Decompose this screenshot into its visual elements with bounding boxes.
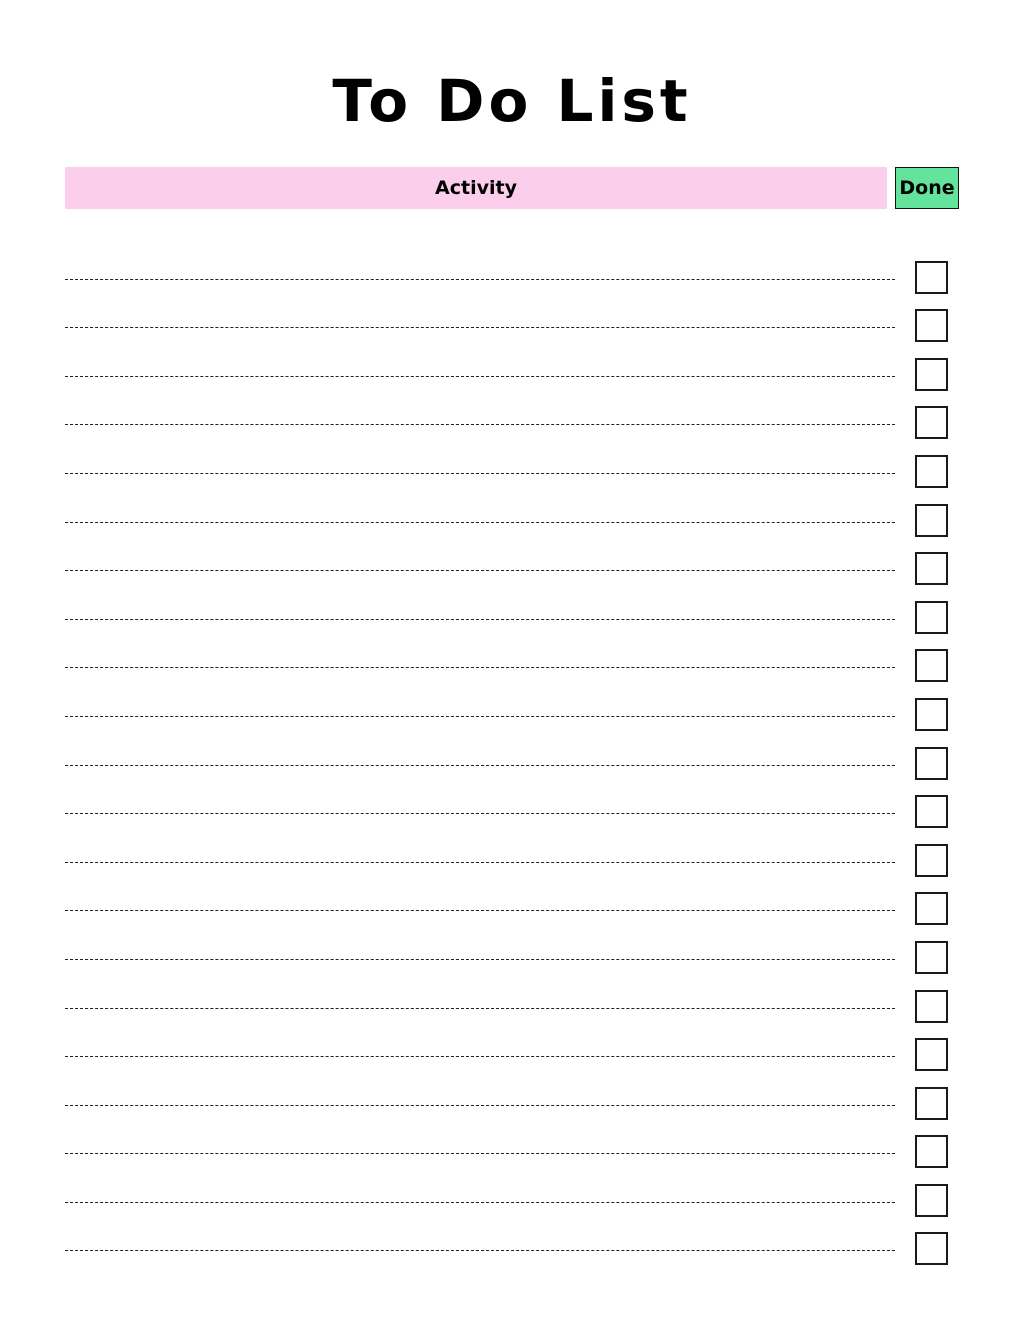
activity-input[interactable] (65, 381, 895, 430)
done-cell (895, 770, 959, 819)
done-cell (895, 964, 959, 1013)
activity-input[interactable] (65, 478, 895, 527)
table-header (65, 167, 959, 209)
activity-input[interactable] (65, 1013, 895, 1062)
table-row (65, 1061, 959, 1110)
activity-input[interactable] (65, 624, 895, 673)
table-row (65, 1013, 959, 1062)
table-row (65, 527, 959, 576)
done-cell (895, 235, 959, 284)
table-row (65, 964, 959, 1013)
table-row (65, 575, 959, 624)
writing-line (65, 1056, 895, 1057)
done-cell (895, 284, 959, 333)
activity-input[interactable] (65, 818, 895, 867)
done-cell (895, 818, 959, 867)
activity-input[interactable] (65, 1158, 895, 1207)
done-column-header: Done (895, 167, 959, 209)
done-cell (895, 624, 959, 673)
writing-line (65, 1250, 895, 1251)
writing-line (65, 716, 895, 717)
activity-input[interactable] (65, 235, 895, 284)
done-cell (895, 1158, 959, 1207)
done-cell (895, 1207, 959, 1256)
activity-input[interactable] (65, 964, 895, 1013)
activity-input[interactable] (65, 721, 895, 770)
table-row (65, 381, 959, 430)
writing-line (65, 522, 895, 523)
table-row (65, 1207, 959, 1256)
table-row (65, 867, 959, 916)
activity-input[interactable] (65, 770, 895, 819)
activity-input[interactable] (65, 1110, 895, 1159)
writing-line (65, 910, 895, 911)
done-cell (895, 527, 959, 576)
done-cell (895, 381, 959, 430)
activity-column-header: Activity (65, 167, 887, 209)
table-row (65, 770, 959, 819)
writing-line (65, 279, 895, 280)
activity-input[interactable] (65, 332, 895, 381)
done-checkbox[interactable] (915, 1232, 948, 1265)
table-row (65, 721, 959, 770)
activity-input[interactable] (65, 1061, 895, 1110)
table-row (65, 915, 959, 964)
table-row (65, 1110, 959, 1159)
writing-line (65, 327, 895, 328)
header-spacer (887, 167, 895, 209)
page-title: To Do List (332, 67, 692, 135)
activity-input[interactable] (65, 527, 895, 576)
done-cell (895, 1110, 959, 1159)
todo-rows (65, 235, 959, 1255)
done-cell (895, 332, 959, 381)
table-row (65, 1158, 959, 1207)
writing-line (65, 1105, 895, 1106)
done-cell (895, 672, 959, 721)
table-row (65, 818, 959, 867)
writing-line (65, 667, 895, 668)
writing-line (65, 473, 895, 474)
done-cell (895, 478, 959, 527)
table-row (65, 284, 959, 333)
table-row (65, 624, 959, 673)
writing-line (65, 813, 895, 814)
writing-line (65, 1153, 895, 1154)
writing-line (65, 424, 895, 425)
done-cell (895, 429, 959, 478)
done-cell (895, 575, 959, 624)
activity-input[interactable] (65, 429, 895, 478)
writing-line (65, 376, 895, 377)
activity-input[interactable] (65, 672, 895, 721)
writing-line (65, 862, 895, 863)
writing-line (65, 1202, 895, 1203)
writing-line (65, 570, 895, 571)
writing-line (65, 1008, 895, 1009)
table-row (65, 478, 959, 527)
table-row (65, 429, 959, 478)
done-cell (895, 1013, 959, 1062)
writing-line (65, 765, 895, 766)
table-row (65, 235, 959, 284)
activity-input[interactable] (65, 575, 895, 624)
table-row (65, 672, 959, 721)
done-cell (895, 1061, 959, 1110)
activity-input[interactable] (65, 915, 895, 964)
writing-line (65, 959, 895, 960)
table-row (65, 332, 959, 381)
done-cell (895, 721, 959, 770)
activity-input[interactable] (65, 284, 895, 333)
done-cell (895, 867, 959, 916)
activity-input[interactable] (65, 1207, 895, 1256)
done-cell (895, 915, 959, 964)
activity-input[interactable] (65, 867, 895, 916)
writing-line (65, 619, 895, 620)
